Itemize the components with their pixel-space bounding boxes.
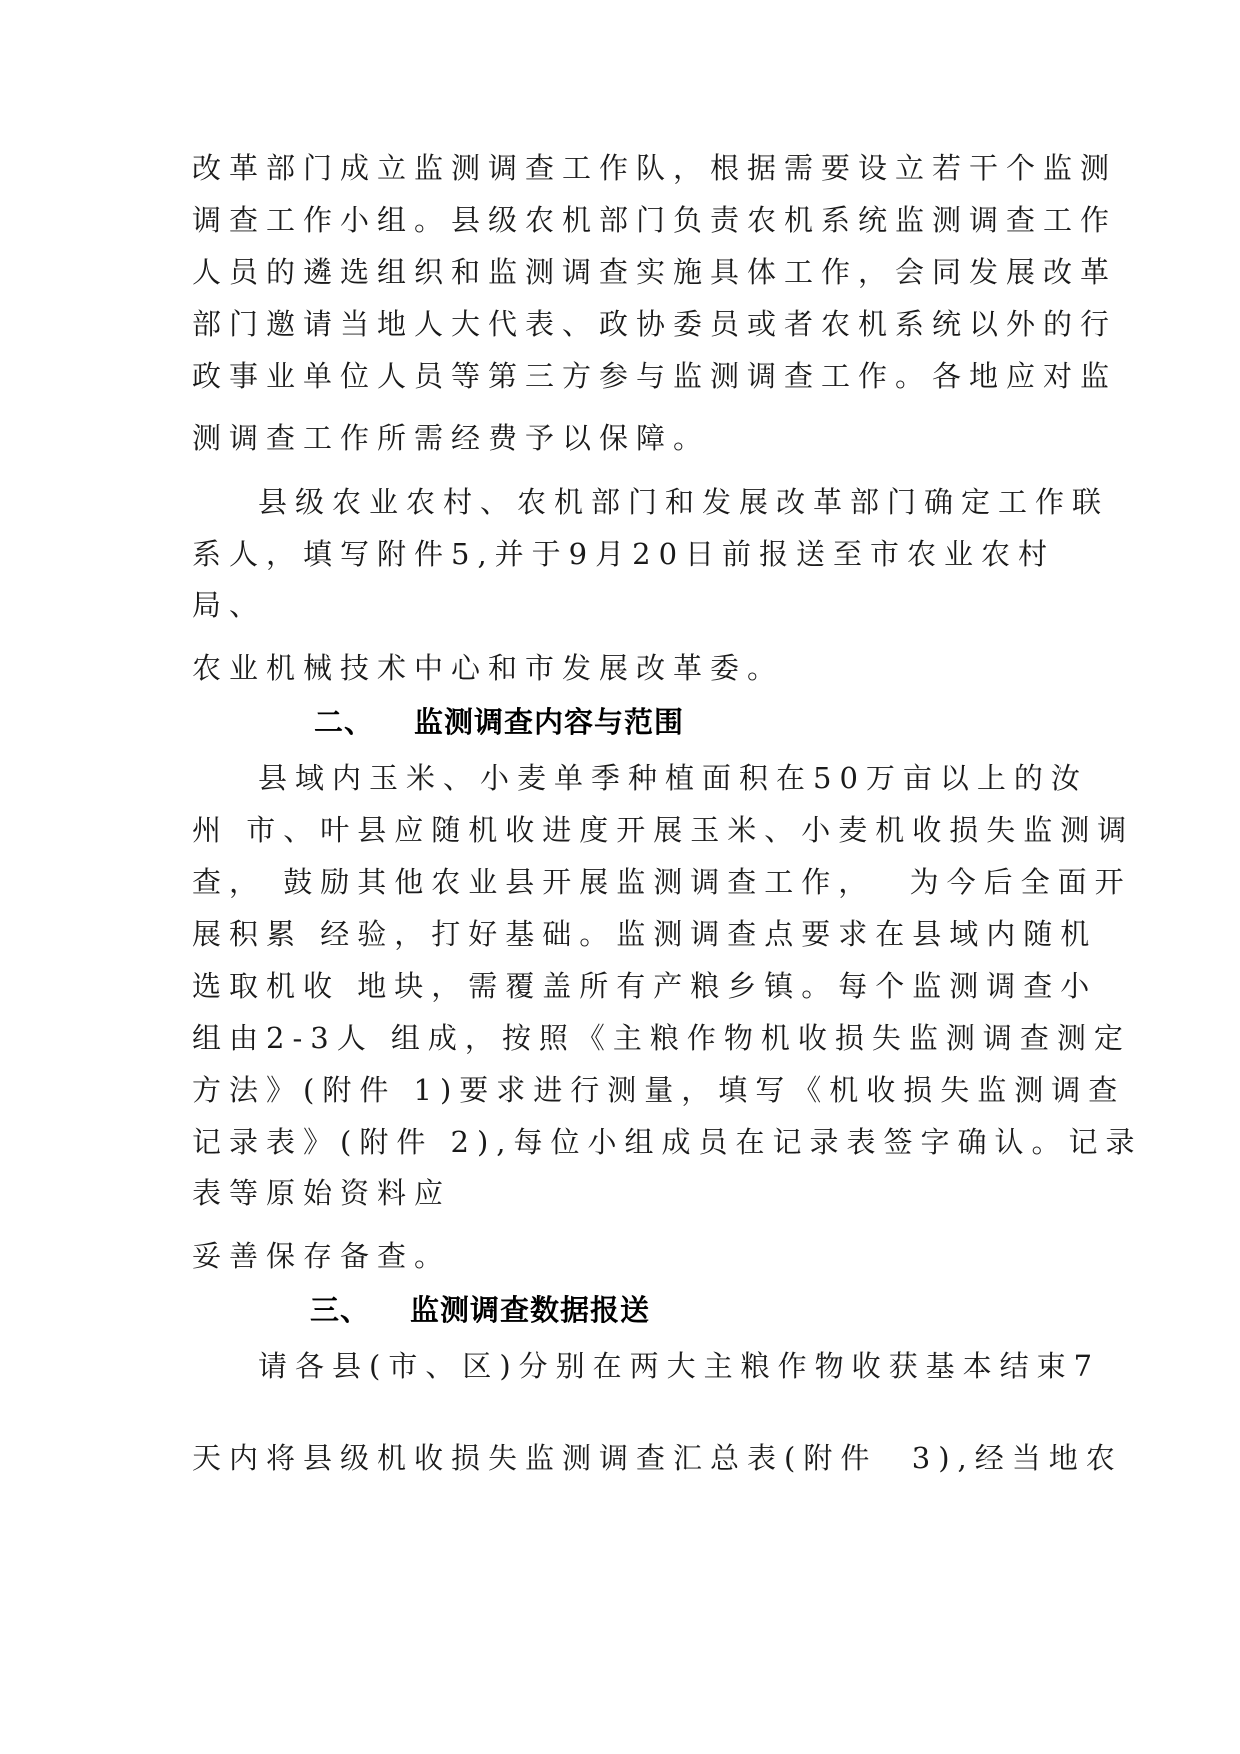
paragraph-line: 局、 [192,588,267,622]
paragraph-line: 表等原始资料应 [192,1176,452,1210]
paragraph-line: 改革部门成立监测调查工作队，根据需要设立若干个监测 [192,151,1118,185]
paragraph-line: 政事业单位人员等第三方参与监测调查工作。各地应对监 [192,359,1118,393]
paragraph-line: 方法》(附件 1)要求进行测量，填写《机收损失监测调查 [192,1073,1126,1107]
paragraph-line: 调查工作小组。县级农机部门负责农机系统监测调查工作 [192,203,1118,237]
section-number: 二、 [314,705,375,739]
paragraph-line: 妥善保存备查。 [192,1239,452,1273]
paragraph-line: 记录表》(附件 2),每位小组成员在记录表签字确认。记录 [192,1125,1143,1159]
paragraph-line: 农业机械技术中心和市发展改革委。 [192,651,785,685]
paragraph-line: 组由2-3人 组成，按照《主粮作物机收损失监测调查测定 [192,1021,1131,1055]
paragraph-line: 天内将县级机收损失监测调查汇总表(附件 3),经当地农 [192,1441,1123,1475]
paragraph-line: 州 市、叶县应随机收进度开展玉米、小麦机收损失监测调 [192,813,1135,847]
paragraph-line: 部门邀请当地人大代表、政协委员或者农机系统以外的行 [192,307,1118,341]
paragraph-line: 查， 鼓励其他农业县开展监测调查工作， 为今后全面开 [192,865,1132,899]
paragraph-line: 请各县(市、区)分别在两大主粮作物收获基本结束7 [258,1349,1101,1383]
paragraph-line: 测调查工作所需经费予以保障。 [192,421,711,455]
paragraph-line: 人员的遴选组织和监测调查实施具体工作，会同发展改革 [192,255,1118,289]
paragraph-line: 展积累 经验，打好基础。监测调查点要求在县域内随机 [192,917,1098,951]
paragraph-line: 县级农业农村、农机部门和发展改革部门确定工作联 [258,485,1110,519]
section-heading: 监测调查数据报送 [410,1293,651,1327]
section-heading: 监测调查内容与范围 [414,705,685,739]
paragraph-line: 选取机收 地块，需覆盖所有产粮乡镇。每个监测调查小 [192,969,1098,1003]
paragraph-line: 系人，填写附件5,并于9月20日前报送至市农业农村 [192,537,1056,571]
paragraph-line: 县域内玉米、小麦单季种植面积在50万亩以上的汝 [258,761,1088,795]
section-number: 三、 [310,1293,371,1327]
